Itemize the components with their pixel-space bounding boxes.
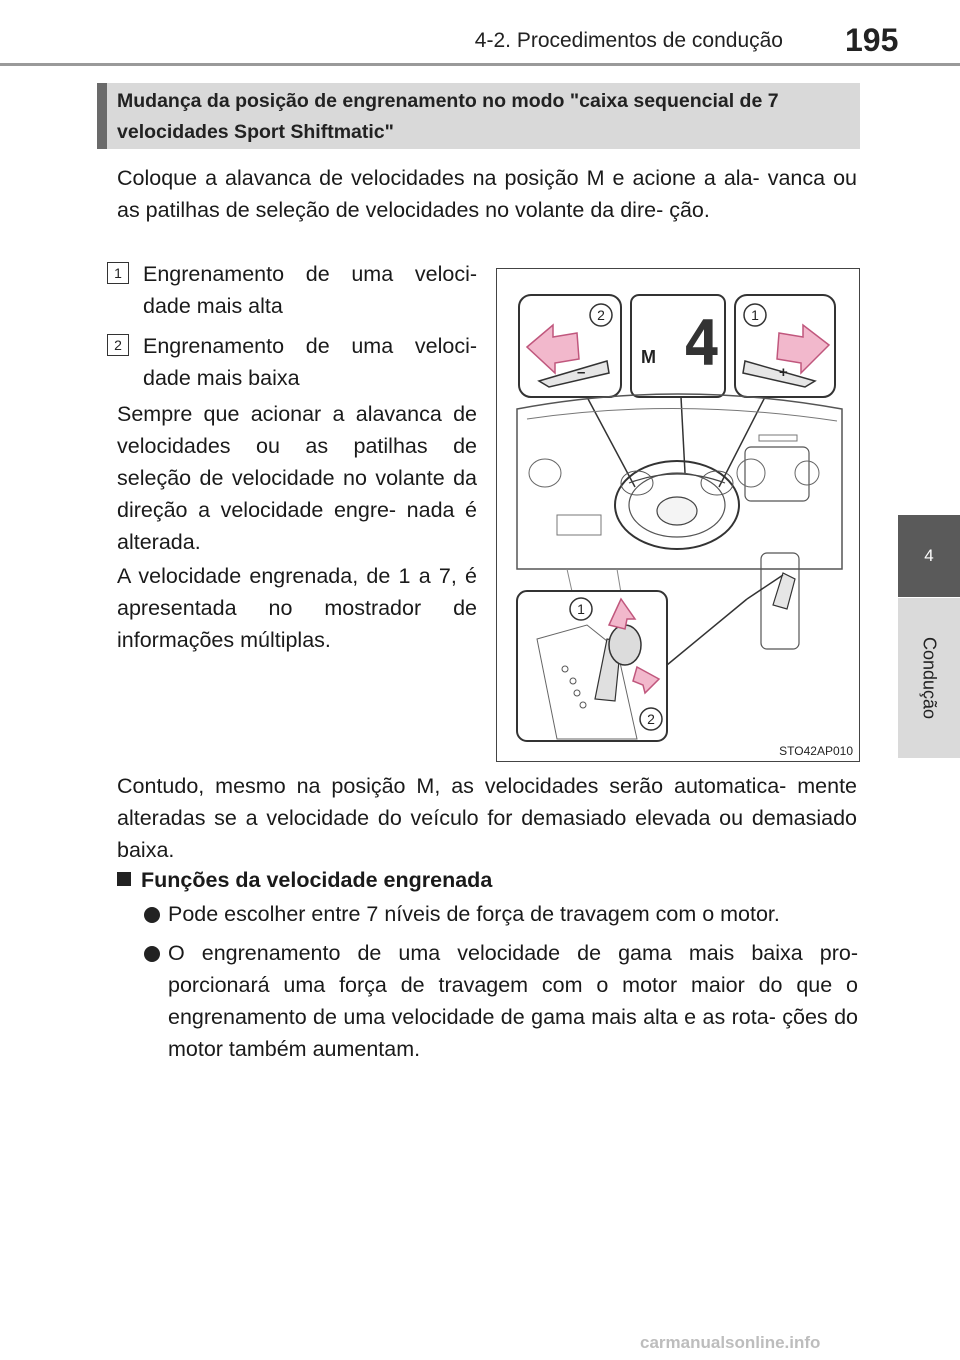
section-title-box — [97, 83, 860, 149]
shift-knob-icon — [609, 625, 641, 665]
fig-label-plus-paddle: 1 — [751, 307, 759, 323]
chapter-label-text: Condução — [919, 636, 940, 720]
dashboard-illustration — [497, 269, 858, 760]
plus-sign-label: + — [779, 364, 788, 381]
paragraph-automatic-change: Contudo, mesmo na posição M, as velocidades serão automatica- mente alteradas se a velocidade do veículo for demasiado elevada ou demasiado baixa. — [117, 774, 857, 862]
subheading-text: Funções da velocidade engrenada — [141, 868, 493, 892]
bullet-dot-icon — [144, 946, 160, 962]
chapter-tab-label — [898, 598, 960, 758]
shift-paddle-figure — [496, 268, 860, 762]
fig-label-minus-paddle: 2 — [597, 307, 605, 323]
figure-code: STO42AP010 — [779, 744, 853, 758]
paragraph-gear-change: Sempre que acionar a alavanca de velocidades ou as patilhas de seleção de velocidade no volante da direção a velocidade engre- nada é alterada. — [117, 402, 477, 554]
bullet-dot-icon — [144, 907, 160, 923]
bullet-2-text: O engrenamento de uma velocidade de gama mais baixa pro- porcionará uma força de travagem com o motor maior do que o engrenamento de uma velocidade de gama mais alta e as rota- ções do motor também aumentam. — [168, 941, 858, 1061]
gear-letter-m: M — [641, 347, 656, 367]
bullet-1-text: Pode escolher entre 7 níveis de força de travagem com o motor. — [168, 902, 780, 926]
fig-label-lever-up: 1 — [577, 601, 585, 617]
item-number-badge-2: 2 — [107, 334, 129, 356]
gear-digit-display: 4 — [683, 307, 721, 380]
item-1-text: Engrenamento de uma veloci- dade mais alta — [143, 262, 477, 318]
square-bullet-icon — [117, 872, 131, 886]
subheading — [117, 868, 492, 893]
running-header-section: 4-2. Procedimentos de condução — [474, 29, 783, 52]
chapter-tab-number[interactable]: 4 — [898, 515, 960, 597]
item-number-badge-1: 1 — [107, 262, 129, 284]
watermark: carmanualsonline.info — [640, 1333, 821, 1352]
header-rule — [0, 63, 960, 66]
page-number: 195 — [845, 22, 899, 58]
minus-sign-label: – — [577, 364, 586, 381]
item-2-text: Engrenamento de uma veloci- dade mais baixa — [143, 334, 477, 390]
section-title-bar — [97, 83, 107, 149]
paragraph-gear-display: A velocidade engrenada, de 1 a 7, é apresentada no mostrador de informações múltiplas. — [117, 564, 477, 652]
fig-label-lever-down: 2 — [647, 711, 655, 727]
section-title: Mudança da posição de engrenamento no modo "caixa sequencial de 7 velocidades Sport Shiftmatic" — [117, 90, 779, 143]
intro-paragraph: Coloque a alavanca de velocidades na posição M e acione a ala- vanca ou as patilhas de seleção de velocidades no volante da dire- ção. — [117, 166, 857, 222]
